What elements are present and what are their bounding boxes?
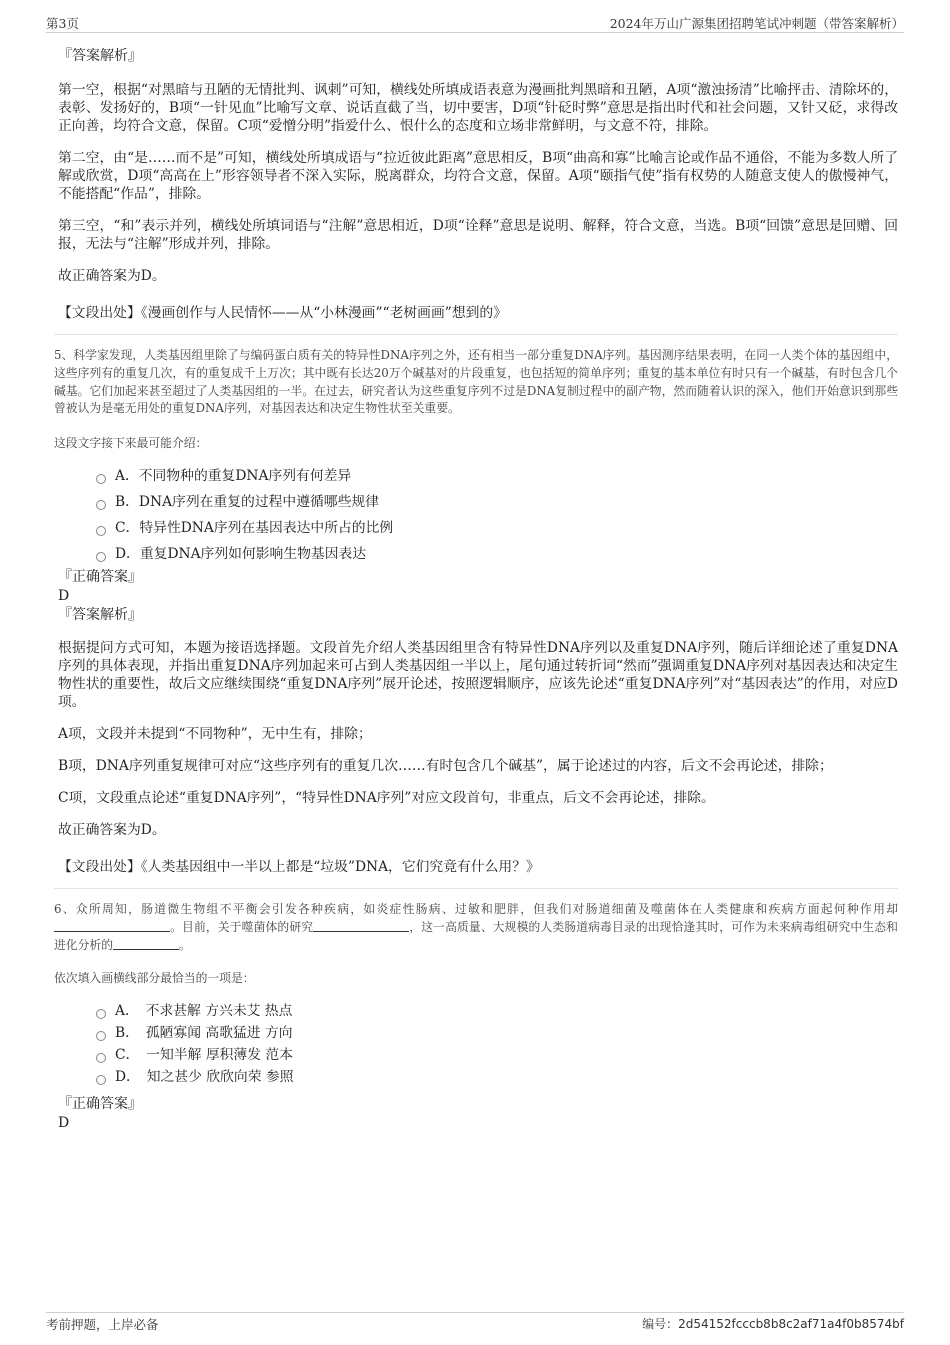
fill-blank [113,937,179,950]
option-c[interactable] [96,1044,898,1066]
radio-icon[interactable] [96,526,106,536]
option-label: B． 孤陋寡闻 高歌猛进 方向 [115,1024,293,1041]
question-prompt: 依次填入画横线部分最恰当的一项是： [54,970,255,985]
option-label: A．不同物种的重复DNA序列有何差异 [115,468,352,485]
page-number: 第3页 [46,16,79,31]
option-label: C． 一知半解 厚积薄发 范本 [115,1046,293,1063]
page-content [54,46,898,1132]
radio-icon[interactable] [96,552,106,562]
answer-conclusion: 故正确答案为D。 [58,268,166,284]
correct-answer: D [58,1114,70,1131]
radio-icon[interactable] [96,500,106,510]
document-id: 编号：2d54152fcccb8b8c2af71a4f0b8574bf [642,1317,904,1331]
option-list [96,463,898,567]
correct-answer-tag: 『正确答案』 [58,569,142,586]
fill-blank [54,919,170,932]
correct-answer-tag: 『正确答案』 [58,1095,142,1112]
option-label: D． 知之甚少 欣欣向荣 参照 [115,1068,294,1085]
option-label: A． 不求甚解 方兴未艾 热点 [115,1002,293,1019]
analysis-paragraph: 第一空，根据“对黑暗与丑陋的无情批判、讽刺”可知，横线处所填成语表意为漫画批判黑暗和丑陋，A项“激浊扬清”比喻抨击、清除坏的，表彰、发扬好的，B项“一针见血”比喻写文章、说话直截了当，切中要害，D项“针砭时弊”意思是指出时代和社会问题，又针又砭，求得改正向善，均符合文意，保留。C项“爱憎分明”指爱什么、恨什么的态度和立场非常鲜明，与文意不符，排除。 [58,82,898,134]
radio-icon[interactable] [96,1009,106,1019]
option-label: B．DNA序列在重复的过程中遵循哪些规律 [115,494,379,511]
radio-icon[interactable] [96,474,106,484]
page-footer [46,1312,904,1333]
analysis-tag: 『答案解析』 [58,48,142,64]
analysis-paragraph: C项，文段重点论述“重复DNA序列”，“特异性DNA序列”对应文段首句，非重点，后文不会再论述，排除。 [58,790,715,807]
option-d[interactable] [96,541,898,567]
option-list [96,1000,898,1088]
radio-icon[interactable] [96,1053,106,1063]
question-prompt: 这段文字接下来最可能介绍： [54,436,208,451]
answer-conclusion: 故正确答案为D。 [58,822,166,839]
option-a[interactable] [96,463,898,489]
option-d[interactable] [96,1066,898,1088]
correct-answer: D [58,588,70,605]
analysis-tag: 『答案解析』 [58,607,142,624]
footer-slogan: 考前押题，上岸必备 [46,1317,159,1332]
option-a[interactable] [96,1000,898,1022]
option-c[interactable] [96,515,898,541]
analysis-paragraph: B项，DNA序列重复规律可对应“这些序列有的重复几次……有时包含几个碱基”，属于论述过的内容，后文不会再论述，排除； [58,758,833,775]
analysis-paragraph: 根据提问方式可知，本题为接语选择题。文段首先介绍人类基因组里含有特异性DNA序列以及重复DNA序列，随后详细论述了重复DNA序列的具体表现，并指出重复DNA序列加起来可占到人类基因组一半以上，尾句通过转折词“然而”强调重复DNA序列对基因表达和决定生物性状的重要性，故后文应继续围绕“重复DNA序列”展开论述，按照逻辑顺序，应该先论述“重复DNA序列”对“基因表达”的作用，对应D项。 [58,640,898,711]
document-title: 2024年万山广源集团招聘笔试冲刺题（带答案解析） [609,16,904,31]
radio-icon[interactable] [96,1031,106,1041]
question-text: 6、众所周知，肠道微生物组不平衡会引发各种疾病，如炎症性肠病、过敏和肥胖，但我们对肠道细菌及噬菌体在人类健康和疾病方面起何种作用却。目前，关于噬菌体的研究 ，这一高质量、大规模的人类肠道病毒目录的出现恰逢其时，可作为未来病毒组研究中生态和进化分析的 。 [54,902,898,952]
analysis-paragraph: 第二空，由“是……而不是”可知，横线处所填成语与“拉近彼此距离”意思相反，B项“曲高和寡”比喻言论或作品不通俗，不能为多数人所了解或欣赏，D项“高高在上”形容领导者不深入实际，脱离群众，均符合文意，保留。A项“颐指气使”指有权势的人随意支使人的傲慢神气，不能搭配“作品”，排除。 [58,150,898,202]
fill-blank [313,919,409,932]
option-b[interactable] [96,489,898,515]
source-citation: 【文段出处】《漫画创作与人民情怀——从“小林漫画”“老树画画”想到的》 [58,305,508,321]
source-citation: 【文段出处】《人类基因组中一半以上都是“垃圾”DNA，它们究竟有什么用？》 [58,859,540,876]
analysis-paragraph: 第三空，“和”表示并列，横线处所填词语与“注解”意思相近，D项“诠释”意思是说明、解释，符合文意，当选。B项“回馈”意思是回赠、回报，无法与“注解”形成并列，排除。 [58,218,898,252]
analysis-paragraph: A项，文段并未提到“不同物种”，无中生有，排除； [58,726,372,743]
option-label: C．特异性DNA序列在基因表达中所占的比例 [115,520,394,537]
option-b[interactable] [96,1022,898,1044]
radio-icon[interactable] [96,1075,106,1085]
page-header [46,14,904,33]
option-label: D．重复DNA序列如何影响生物基因表达 [115,546,367,563]
question-text: 5、科学家发现，人类基因组里除了与编码蛋白质有关的特异性DNA序列之外，还有相当一部分重复DNA序列。基因测序结果表明，在同一人类个体的基因组中，这些序列有的重复几次，有的重复成千上万次；其中既有长达20万个碱基对的片段重复，也包括短的简单序列；重复的基本单位有时只有一个碱基，有时包含几个碱基。它们加起来甚至超过了人类基因组的一半。在过去，研究者认为这些重复序列不过是DNA复制过程中的副产物，然而随着认识的深入，他们开始意识到那些曾被认为是毫无用处的重复DNA序列，对基因表达和决定生物性状至关重要。 [54,348,898,416]
